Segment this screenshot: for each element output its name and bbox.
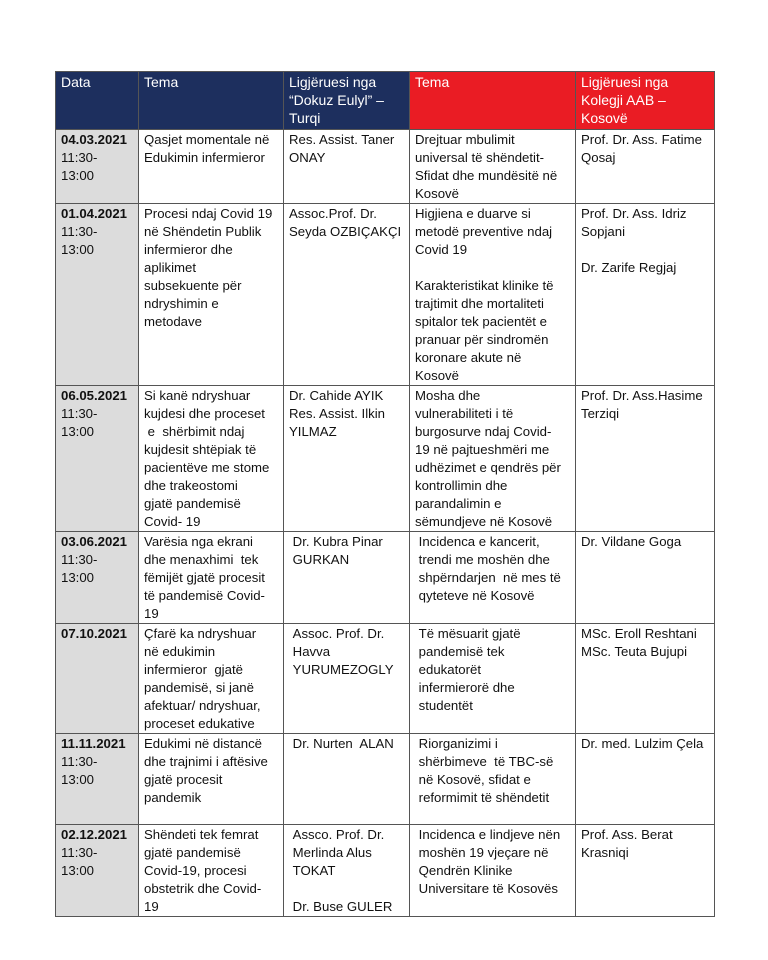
topic-turkey-cell bbox=[139, 386, 284, 532]
topic-turkey-line: pandemisë, si janë bbox=[144, 680, 254, 695]
topic-kosovo-line: Mosha dhe bbox=[415, 388, 481, 403]
topic-kosovo-line: Kosovë bbox=[415, 368, 459, 383]
topic-kosovo-line: Covid 19 bbox=[415, 242, 468, 257]
table-row bbox=[56, 532, 715, 624]
topic-kosovo-line: qyteteve në Kosovë bbox=[415, 588, 535, 603]
session-date: 06.05.2021 bbox=[61, 388, 128, 403]
session-time: 13:00 bbox=[61, 772, 95, 787]
topic-kosovo-cell bbox=[410, 734, 576, 825]
header-lecturer-kosovo: Ligjëruesi nga Kolegji AAB – Kosovë bbox=[576, 72, 715, 130]
topic-turkey-line: 19 bbox=[144, 899, 159, 914]
topic-turkey-line: metodave bbox=[144, 314, 202, 329]
topic-turkey-line: Edukimi në distancë bbox=[144, 736, 263, 751]
lecturer-kosovo-line: Dr. med. Lulzim Çela bbox=[581, 736, 704, 751]
lecturer-turkey-line: Res. Assist. Taner bbox=[289, 132, 395, 147]
table-row bbox=[56, 130, 715, 204]
session-date: 04.03.2021 bbox=[61, 132, 128, 147]
topic-turkey-line: dhe trakeostomi bbox=[144, 478, 238, 493]
topic-kosovo-line: pandemisë tek bbox=[415, 644, 505, 659]
topic-kosovo-line: shërbimeve të TBC-së bbox=[415, 754, 554, 769]
lecturer-turkey-line: YURUMEZOGLY bbox=[289, 662, 394, 677]
topic-turkey-line: infermieror gjatë bbox=[144, 662, 243, 677]
topic-kosovo-line: Incidenca e kancerit, bbox=[415, 534, 540, 549]
lecturer-turkey-cell bbox=[284, 130, 410, 204]
table-row bbox=[56, 825, 715, 917]
header-topic-turkey: Tema bbox=[139, 72, 284, 130]
topic-turkey-line: në edukimin bbox=[144, 644, 216, 659]
lecturer-turkey-line: Dr. Buse GULER bbox=[289, 899, 393, 914]
topic-turkey-line: fëmijët gjatë procesit bbox=[144, 570, 265, 585]
lecturer-kosovo-cell bbox=[576, 624, 715, 734]
topic-turkey-line: gjatë procesit bbox=[144, 772, 223, 787]
topic-turkey-line: Si kanë ndryshuar bbox=[144, 388, 251, 403]
topic-turkey-cell bbox=[139, 532, 284, 624]
session-time: 13:00 bbox=[61, 242, 95, 257]
topic-kosovo-line: pranuar për sindromën bbox=[415, 332, 549, 347]
lecturer-kosovo-line: Dr. Zarife Regjaj bbox=[581, 260, 677, 275]
topic-kosovo-line: Incidenca e lindjeve nën bbox=[415, 827, 561, 842]
lecturer-turkey-line: Seyda OZBIÇAKÇI bbox=[289, 224, 402, 239]
table-row bbox=[56, 734, 715, 825]
schedule-table bbox=[55, 71, 715, 917]
topic-kosovo-line: Riorganizimi i bbox=[415, 736, 498, 751]
lecturer-kosovo-cell bbox=[576, 386, 715, 532]
lecturer-turkey-cell bbox=[284, 204, 410, 386]
lecturer-kosovo-line: Krasniqi bbox=[581, 845, 629, 860]
lecturer-turkey-line: YILMAZ bbox=[289, 424, 337, 439]
session-time: 11:30- bbox=[61, 224, 98, 239]
lecturer-turkey-cell bbox=[284, 386, 410, 532]
topic-turkey-line: aplikimet bbox=[144, 260, 197, 275]
topic-kosovo-cell bbox=[410, 130, 576, 204]
lecturer-kosovo-cell bbox=[576, 532, 715, 624]
session-time: 13:00 bbox=[61, 168, 95, 183]
topic-turkey-line: 19 bbox=[144, 606, 159, 621]
lecturer-turkey-cell bbox=[284, 532, 410, 624]
lecturer-turkey-line: ONAY bbox=[289, 150, 326, 165]
topic-kosovo-line: trajtimit dhe mortaliteti bbox=[415, 296, 544, 311]
topic-turkey-cell bbox=[139, 624, 284, 734]
topic-kosovo-line: burgosurve ndaj Covid- bbox=[415, 424, 552, 439]
topic-turkey-line: Shëndeti tek femrat bbox=[144, 827, 259, 842]
session-time: 13:00 bbox=[61, 570, 95, 585]
lecturer-turkey-line: Assoc. Prof. Dr. bbox=[289, 626, 385, 641]
lecturer-turkey-line: Dr. Kubra Pinar bbox=[289, 534, 383, 549]
lecturer-kosovo-line: Prof. Dr. Ass. Fatime bbox=[581, 132, 702, 147]
topic-turkey-line: infermieror dhe bbox=[144, 242, 233, 257]
lecturer-kosovo-cell bbox=[576, 130, 715, 204]
topic-turkey-line: obstetrik dhe Covid- bbox=[144, 881, 262, 896]
table-row bbox=[56, 624, 715, 734]
session-date: 07.10.2021 bbox=[61, 626, 128, 641]
topic-kosovo-line: universal të shëndetit- bbox=[415, 150, 545, 165]
topic-turkey-line: në Shëndetin Publik bbox=[144, 224, 262, 239]
topic-turkey-line: subsekuente për bbox=[144, 278, 242, 293]
topic-turkey-line: afektuar/ ndryshuar, bbox=[144, 698, 261, 713]
topic-turkey-cell bbox=[139, 825, 284, 917]
topic-kosovo-cell bbox=[410, 825, 576, 917]
lecturer-turkey-line: Assoc.Prof. Dr. bbox=[289, 206, 377, 221]
topic-turkey-line: kujdesit shtëpiak të bbox=[144, 442, 257, 457]
lecturer-turkey-line: Res. Assist. Ilkin bbox=[289, 406, 386, 421]
topic-kosovo-line: Higjiena e duarve si bbox=[415, 206, 531, 221]
session-time: 11:30- bbox=[61, 406, 98, 421]
topic-turkey-line: dhe trajnimi i aftësive bbox=[144, 754, 268, 769]
topic-kosovo-line: vulnerabiliteti i të bbox=[415, 406, 514, 421]
session-time: 11:30- bbox=[61, 150, 98, 165]
topic-kosovo-line: udhëzimet e qendrës për bbox=[415, 460, 561, 475]
topic-kosovo-line: Drejtuar mbulimit bbox=[415, 132, 515, 147]
lecturer-kosovo-cell bbox=[576, 825, 715, 917]
lecturer-kosovo-line: Qosaj bbox=[581, 150, 616, 165]
topic-turkey-cell bbox=[139, 130, 284, 204]
lecturer-turkey-line: Dr. Cahide AYIK bbox=[289, 388, 384, 403]
session-time: 11:30- bbox=[61, 552, 98, 567]
lecturer-turkey-line: Assco. Prof. Dr. bbox=[289, 827, 385, 842]
topic-kosovo-line: trendi me moshën dhe bbox=[415, 552, 550, 567]
topic-kosovo-line: Kosovë bbox=[415, 186, 459, 201]
topic-turkey-line: ndryshimin e bbox=[144, 296, 219, 311]
lecturer-kosovo-line: Sopjani bbox=[581, 224, 625, 239]
lecturer-kosovo-line: MSc. Eroll Reshtani bbox=[581, 626, 697, 641]
topic-turkey-line: dhe menaxhimi tek bbox=[144, 552, 259, 567]
topic-kosovo-line: spitalor tek pacientët e bbox=[415, 314, 547, 329]
lecturer-turkey-line: Dr. Nurten ALAN bbox=[289, 736, 394, 751]
topic-kosovo-line: 19 në pajtueshmëri me bbox=[415, 442, 550, 457]
topic-kosovo-cell bbox=[410, 386, 576, 532]
lecturer-kosovo-line: Dr. Vildane Goga bbox=[581, 534, 682, 549]
topic-turkey-line: pandemik bbox=[144, 790, 202, 805]
topic-kosovo-line: edukatorët bbox=[415, 662, 481, 677]
topic-kosovo-cell bbox=[410, 532, 576, 624]
topic-turkey-line: e shërbimit ndaj bbox=[144, 424, 245, 439]
session-date: 03.06.2021 bbox=[61, 534, 128, 549]
topic-kosovo-line: parandalimin e bbox=[415, 496, 502, 511]
lecturer-kosovo-cell bbox=[576, 734, 715, 825]
topic-turkey-line: Covid- 19 bbox=[144, 514, 201, 529]
table-row bbox=[56, 204, 715, 386]
topic-kosovo-line: shpërndarjen në mes të bbox=[415, 570, 561, 585]
topic-kosovo-line: sëmundjeve në Kosovë bbox=[415, 514, 553, 529]
session-date: 02.12.2021 bbox=[61, 827, 128, 842]
topic-kosovo-line: koronare akute në bbox=[415, 350, 522, 365]
lecturer-turkey-line: TOKAT bbox=[289, 863, 336, 878]
topic-turkey-line: gjatë pandemisë bbox=[144, 496, 241, 511]
date-cell bbox=[56, 825, 139, 917]
topic-turkey-line: Procesi ndaj Covid 19 bbox=[144, 206, 273, 221]
topic-kosovo-line: kontrollimin dhe bbox=[415, 478, 508, 493]
topic-turkey-line: kujdesi dhe proceset bbox=[144, 406, 265, 421]
topic-kosovo-line: Sfidat dhe mundësitë në bbox=[415, 168, 558, 183]
topic-kosovo-line: Qendrën Klinike bbox=[415, 863, 513, 878]
lecturer-turkey-line: Havva bbox=[289, 644, 331, 659]
lecturer-kosovo-line: Prof. Dr. Ass. Idriz bbox=[581, 206, 687, 221]
session-time: 11:30- bbox=[61, 845, 98, 860]
topic-kosovo-line: infermierorë dhe bbox=[415, 680, 515, 695]
topic-kosovo-line: Karakteristikat klinike të bbox=[415, 278, 554, 293]
topic-turkey-line: proceset edukative bbox=[144, 716, 255, 731]
topic-kosovo-cell bbox=[410, 204, 576, 386]
session-time: 11:30- bbox=[61, 754, 98, 769]
topic-turkey-cell bbox=[139, 204, 284, 386]
lecturer-kosovo-line: Prof. Ass. Berat bbox=[581, 827, 673, 842]
date-cell bbox=[56, 734, 139, 825]
topic-turkey-line: të pandemisë Covid- bbox=[144, 588, 265, 603]
topic-turkey-line: pacientëve me stome bbox=[144, 460, 270, 475]
topic-kosovo-line: studentët bbox=[415, 698, 473, 713]
header-lecturer-turkey: Ligjëruesi nga “Dokuz Eulyl” – Turqi bbox=[284, 72, 410, 130]
lecturer-kosovo-line: Terziqi bbox=[581, 406, 620, 421]
topic-turkey-line: Covid-19, procesi bbox=[144, 863, 247, 878]
topic-kosovo-line: reformimit të shëndetit bbox=[415, 790, 550, 805]
lecturer-turkey-cell bbox=[284, 734, 410, 825]
lecturer-kosovo-line: Prof. Dr. Ass.Hasime bbox=[581, 388, 703, 403]
topic-kosovo-cell bbox=[410, 624, 576, 734]
table-header-row bbox=[56, 72, 715, 130]
date-cell bbox=[56, 130, 139, 204]
topic-turkey-line: Çfarë ka ndryshuar bbox=[144, 626, 257, 641]
lecturer-turkey-line: Merlinda Alus bbox=[289, 845, 372, 860]
topic-kosovo-line: Të mësuarit gjatë bbox=[415, 626, 521, 641]
topic-kosovo-line: moshën 19 vjeçare në bbox=[415, 845, 549, 860]
date-cell bbox=[56, 204, 139, 386]
date-cell bbox=[56, 624, 139, 734]
topic-kosovo-line: metodë preventive ndaj bbox=[415, 224, 553, 239]
date-cell bbox=[56, 386, 139, 532]
date-cell bbox=[56, 532, 139, 624]
header-date: Data bbox=[56, 72, 139, 130]
topic-kosovo-line: Universitare të Kosovës bbox=[415, 881, 558, 896]
session-time: 13:00 bbox=[61, 424, 95, 439]
topic-kosovo-line bbox=[415, 259, 570, 277]
lecturer-turkey-cell bbox=[284, 624, 410, 734]
table-row bbox=[56, 386, 715, 532]
topic-turkey-line: Varësia nga ekrani bbox=[144, 534, 253, 549]
session-date: 11.11.2021 bbox=[61, 736, 126, 751]
topic-turkey-line: Qasjet momentale në bbox=[144, 132, 270, 147]
lecturer-kosovo-line: MSc. Teuta Bujupi bbox=[581, 644, 688, 659]
lecturer-kosovo-line bbox=[581, 241, 709, 259]
topic-kosovo-line: në Kosovë, sfidat e bbox=[415, 772, 531, 787]
topic-turkey-line: Edukimin infermieror bbox=[144, 150, 265, 165]
session-time: 13:00 bbox=[61, 863, 95, 878]
lecturer-kosovo-cell bbox=[576, 204, 715, 386]
lecturer-turkey-cell bbox=[284, 825, 410, 917]
lecturer-turkey-line bbox=[289, 880, 404, 898]
topic-turkey-cell bbox=[139, 734, 284, 825]
lecturer-turkey-line: GURKAN bbox=[289, 552, 350, 567]
header-topic-kosovo: Tema bbox=[410, 72, 576, 130]
session-date: 01.04.2021 bbox=[61, 206, 128, 221]
topic-turkey-line: gjatë pandemisë bbox=[144, 845, 241, 860]
